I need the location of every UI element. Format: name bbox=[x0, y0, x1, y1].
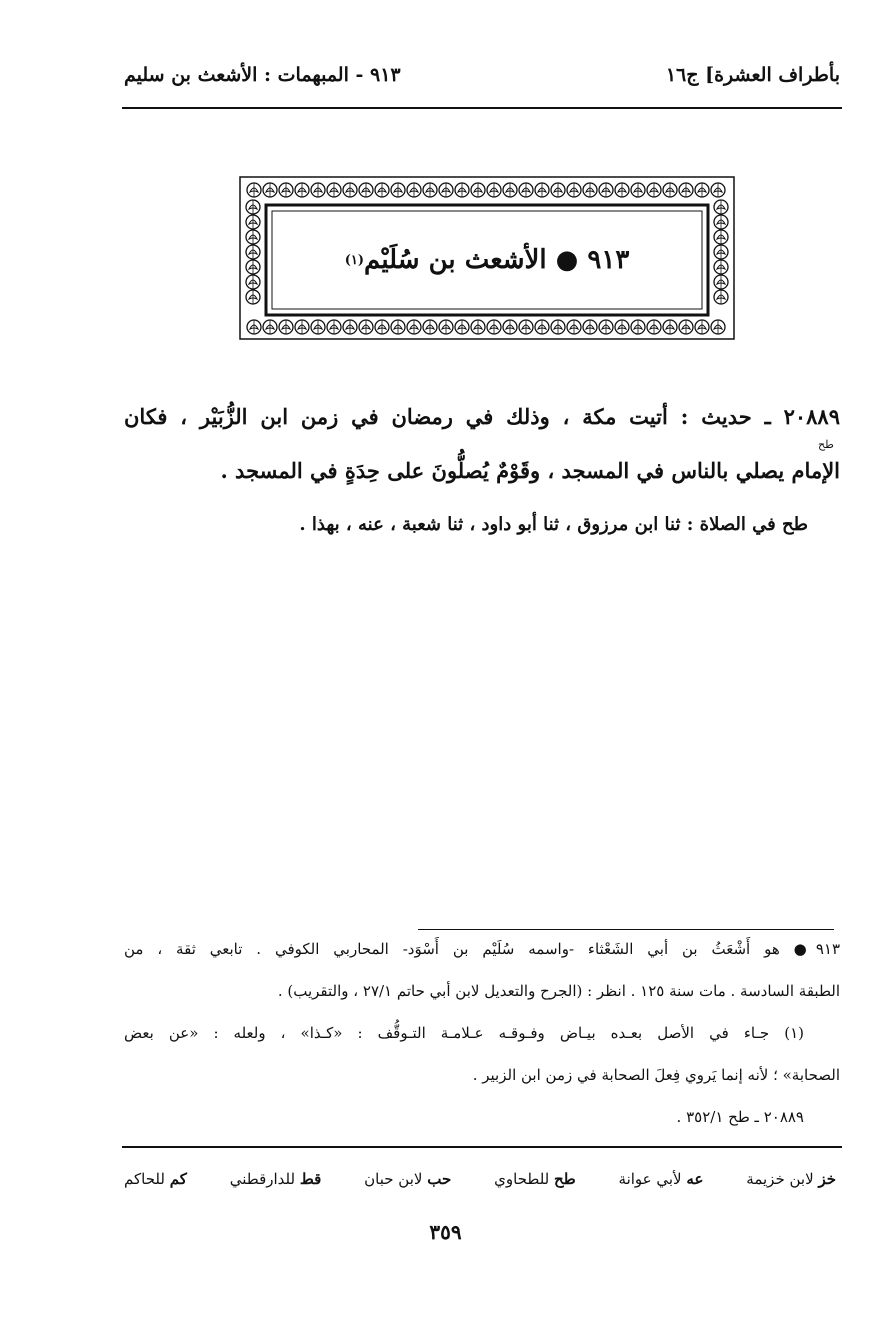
hadith-text-line-1: ٢٠٨٨٩ ـ حديث : أتيت مكة ، وذلك في رمضان في زمن ابن الزُّبَيْر ، فكان bbox=[124, 404, 840, 429]
hadith-siglum: طح bbox=[818, 438, 834, 451]
abbr-item: كم للحاكم bbox=[124, 1170, 187, 1188]
abbreviations-key bbox=[124, 1164, 836, 1194]
abbreviations-divider bbox=[122, 1146, 842, 1148]
hadith-source-chain: طح في الصلاة : ثنا ابن مرزوق ، ثنا أبو داود ، ثنا شعبة ، عنه ، بهذا . bbox=[299, 514, 808, 535]
abbr-item: طح للطحاوي bbox=[494, 1170, 576, 1188]
abbr-item: عه لأبي عوانة bbox=[618, 1170, 704, 1188]
abbr-item: قط للدارقطني bbox=[229, 1170, 322, 1188]
page-number: ٣٥٩ bbox=[429, 1220, 462, 1244]
hadith-text-line-2: الإمام يصلي بالناس في المسجد ، وقَوْمٌ يُصلُّونَ على حِدَةٍ في المسجد . bbox=[220, 458, 840, 483]
footnote-1-line-1: (١) جـاء في الأصل بعـده بيـاض وفـوقـه عـلامـة التـوقُّف : «كـذا» ، ولعله : «عن بعض bbox=[124, 1024, 804, 1042]
header-divider bbox=[122, 107, 842, 109]
header-chapter: ٩١٣ - المبهمات : الأشعث بن سليم bbox=[124, 64, 401, 86]
abbr-item: خز لابن خزيمة bbox=[746, 1170, 836, 1188]
footnote-hadith-ref: ٢٠٨٨٩ ـ طح ٣٥٢/١ . bbox=[676, 1108, 804, 1126]
footnote-1-line-2: الصحابة» ؛ لأنه إنما يَروي فِعلَ الصحابة في زمن ابن الزبير . bbox=[472, 1066, 840, 1084]
header-volume: بأطراف العشرة] ج١٦ bbox=[665, 64, 840, 86]
chapter-title-text: ٩١٣ ● الأشعث بن سُلَيْم bbox=[364, 245, 630, 275]
footnote-bio-line-2: الطبقة السادسة . مات سنة ١٢٥ . انظر : (الجرح والتعديل لابن أبي حاتم ٢٧/١ ، والتقريب) . bbox=[277, 982, 840, 1000]
footnote-divider bbox=[418, 929, 834, 930]
abbr-item: حب لابن حبان bbox=[364, 1170, 452, 1188]
chapter-title bbox=[268, 208, 706, 312]
chapter-footnote-ref: (١) bbox=[344, 252, 365, 268]
footnote-bio-line-1: ٩١٣● هو أَشْعَثُ بن أبي الشَعْثاء -واسمه سُلَيْم بن أَسْوَد- المحاربي الكوفي . تابعي ثقة ، من bbox=[124, 940, 840, 958]
running-header bbox=[124, 52, 840, 98]
